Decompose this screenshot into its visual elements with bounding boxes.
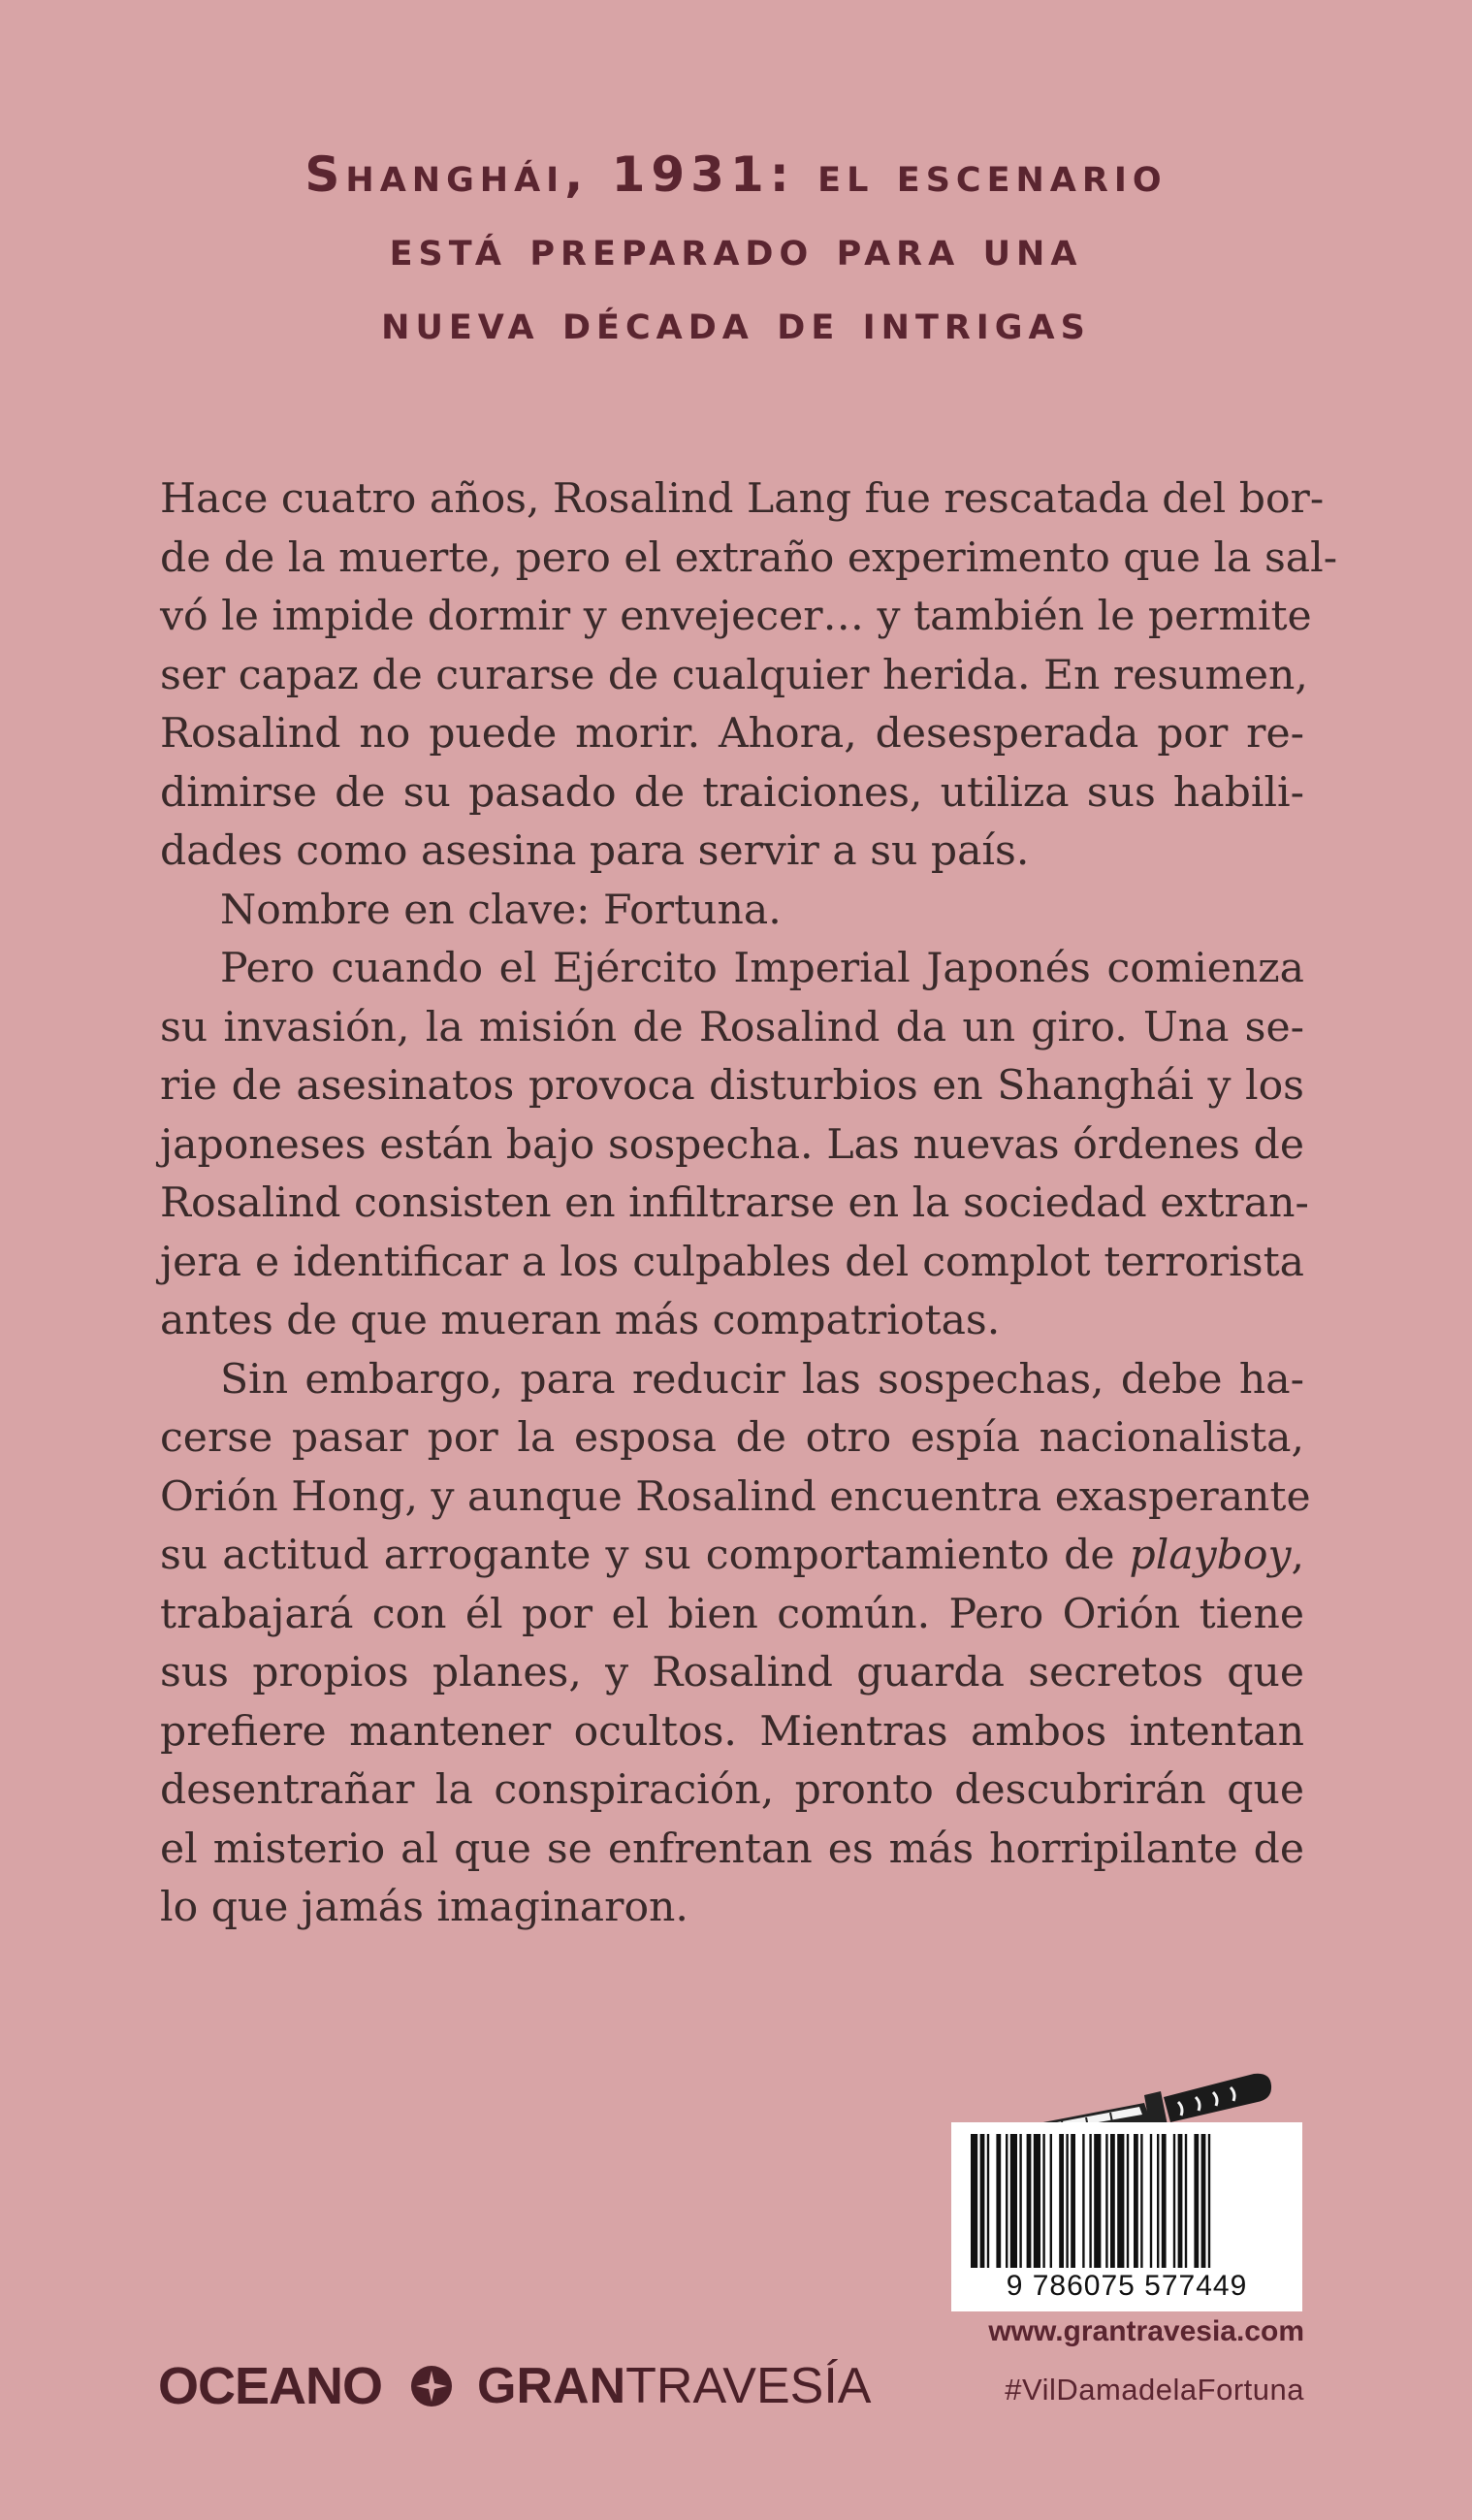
barcode-bar xyxy=(1050,2134,1052,2268)
text-line: lo que jamás imaginaron. xyxy=(160,1884,688,1931)
text-line: rie de asesinatos provoca disturbios en Shanghái y los xyxy=(160,1062,1304,1110)
barcode xyxy=(951,2122,1302,2311)
isbn-number: 9 786075 577449 xyxy=(1006,2270,1248,2302)
text-line: de de la muerte, pero el extraño experimento que la sal- xyxy=(160,533,1338,582)
text-line: Sin embargo, para reducir las sospechas, debe ha- xyxy=(220,1355,1304,1404)
barcode-bar xyxy=(1178,2134,1183,2268)
barcode-bar xyxy=(1140,2134,1142,2268)
italic-word: playboy xyxy=(1129,1532,1292,1579)
text-line: dades como asesina para servir a su país. xyxy=(160,827,1030,875)
text-line: jera e identificar a los culpables del complot terrorista xyxy=(160,1238,1304,1286)
barcode-bars xyxy=(951,2122,1302,2268)
text-line: prefiere mantener ocultos. Mientras ambos intentan xyxy=(160,1707,1304,1756)
barcode-bar xyxy=(1094,2134,1101,2268)
synopsis xyxy=(160,470,1338,1938)
barcode-bar xyxy=(1034,2134,1040,2268)
barcode-bar xyxy=(971,2134,977,2268)
barcode-bar xyxy=(1134,2134,1138,2268)
headline-line-2: está preparado para una xyxy=(389,220,1083,276)
text-line: Orión Hong, y aunque Rosalind encuentra exasperante xyxy=(160,1472,1311,1521)
text-line-with-italic xyxy=(160,1527,1304,1586)
text-line: Hace cuatro años, Rosalind Lang fue rescatada del bor- xyxy=(160,475,1325,523)
hashtag: #VilDamadelaFortuna xyxy=(1005,2373,1304,2407)
barcode-bar xyxy=(1208,2134,1210,2268)
barcode-bar xyxy=(1110,2134,1115,2268)
barcode-bar xyxy=(1082,2134,1084,2268)
text-line: desentrañar la conspiración, pronto descubrirán que xyxy=(160,1766,1304,1814)
synopsis-paragraph-1 xyxy=(160,470,1338,882)
text-line: Pero cuando el Ejército Imperial Japonés comienza xyxy=(220,945,1304,992)
text-line: Rosalind no puede morir. Ahora, desesperada por re- xyxy=(160,710,1304,758)
oceano-logo: OCEANO xyxy=(158,2357,383,2415)
text-segment: , xyxy=(1291,1532,1304,1579)
text-line: su invasión, la misión de Rosalind da un giro. Una se- xyxy=(160,1003,1304,1051)
barcode-bar xyxy=(996,2134,1001,2268)
travesia-logo-part: TRAVESÍA xyxy=(625,2358,872,2414)
barcode-bar xyxy=(1201,2134,1206,2268)
barcode-bar xyxy=(987,2134,989,2268)
text-line: ser capaz de curarse de cualquier herida. En resumen, xyxy=(160,651,1308,699)
website-link[interactable]: www.grantravesia.com xyxy=(988,2315,1304,2347)
headline-line-3: nueva década de intrigas xyxy=(381,294,1091,350)
barcode-bar xyxy=(1157,2134,1159,2268)
text-line: antes de que mueran más compatriotas. xyxy=(160,1297,1001,1344)
barcode-bar xyxy=(1059,2134,1064,2268)
barcode-bar xyxy=(1010,2134,1017,2268)
headline xyxy=(0,138,1472,359)
barcode-bar xyxy=(1173,2134,1175,2268)
barcode-bar xyxy=(1006,2134,1008,2268)
gran-logo-part: GRAN xyxy=(477,2358,626,2414)
text-line: vó le impide dormir y envejecer… y también le permite xyxy=(160,593,1312,640)
barcode-bar xyxy=(1162,2134,1167,2268)
barcode-bar xyxy=(1105,2134,1107,2268)
barcode-bar xyxy=(1150,2134,1152,2268)
barcode-bar xyxy=(1194,2134,1199,2268)
text-line: trabajará con él por el bien común. Pero Orión tiene xyxy=(160,1590,1304,1638)
text-line: Rosalind consisten en infiltrarse en la sociedad extran- xyxy=(160,1179,1309,1227)
barcode-bar xyxy=(1117,2134,1124,2268)
headline-line-1: Shanghái, 1931: el escenario xyxy=(304,146,1168,203)
text-line: Nombre en clave: Fortuna. xyxy=(220,886,782,934)
barcode-bar xyxy=(1089,2134,1091,2268)
barcode-bar xyxy=(1185,2134,1187,2268)
barcode-bar xyxy=(1071,2134,1075,2268)
text-line: cerse pasar por la esposa de otro espía nacionalista, xyxy=(160,1414,1304,1462)
barcode-bar xyxy=(1127,2134,1129,2268)
synopsis-paragraph-2 xyxy=(160,882,1304,941)
barcode-bar xyxy=(1066,2134,1068,2268)
synopsis-paragraph-3 xyxy=(160,940,1309,1351)
barcode-bar xyxy=(980,2134,985,2268)
text-line: el misterio al que se enfrentan es más horripilante de xyxy=(160,1825,1304,1873)
text-line: japoneses están bajo sospecha. Las nuevas órdenes de xyxy=(160,1120,1304,1169)
synopsis-paragraph-4 xyxy=(160,1351,1311,1938)
barcode-bar xyxy=(1042,2134,1044,2268)
publisher-logos xyxy=(158,2352,871,2420)
text-line: dimirse de su pasado de traiciones, utiliza sus habili- xyxy=(160,768,1304,817)
barcode-bar xyxy=(1019,2134,1021,2268)
text-segment: su actitud arrogante y su comportamiento de xyxy=(160,1532,1130,1579)
compass-star-icon xyxy=(409,2364,454,2408)
barcode-bar xyxy=(1027,2134,1032,2268)
text-line: sus propios planes, y Rosalind guarda secretos que xyxy=(160,1649,1304,1696)
